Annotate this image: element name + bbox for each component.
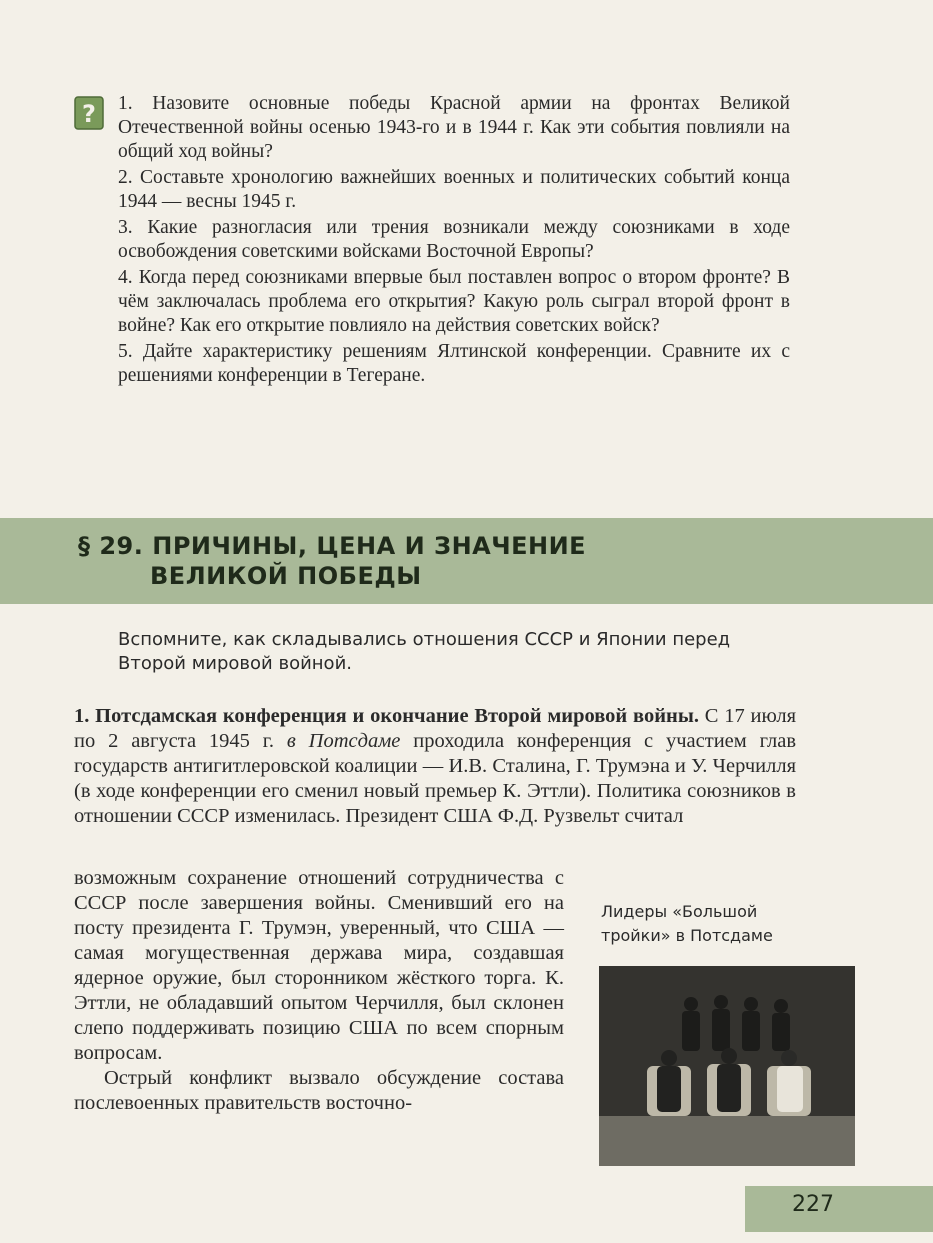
section-title-line2: ВЕЛИКОЙ ПОБЕДЫ [150,562,422,590]
question-2: 2. Составьте хронологию важнейших военных и политических событий конца 1944 — весны 1945 г. [118,167,790,212]
body-column [74,866,564,1116]
question-icon [74,96,104,130]
body-paragraph-2: Острый конфликт вызвало обсуждение состава послевоенных правительств восточно- [74,1067,564,1114]
subsection-heading: 1. Потсдамская конференция и окончание Второй мировой войны. [74,705,699,727]
review-questions [118,92,790,390]
section-title [78,531,586,591]
body-text-b: проходила конференция с участием глав государств антигитлеровской коалиции — И.В. Сталина, Г. Трумэна и У. Черчилля (в ходе конференции его сменил новый премьер К. Эттли). Политика союзников в отношении СССР изменилась. Президент США Ф.Д. Рузвельт считал [74,730,796,827]
svg-text:?: ? [82,100,96,128]
page-number: 227 [792,1192,834,1217]
photo-caption: Лидеры «Большой тройки» в Потсдаме [601,902,773,945]
page-number-band [745,1186,933,1232]
question-5: 5. Дайте характеристику решениям Ялтинской конференции. Сравните их с решениями конференции в Тегеране. [118,341,790,386]
recall-prompt: Вспомните, как складывались отношения СССР и Японии перед Второй мировой войной. [118,629,731,674]
body-paragraph-intro [74,704,796,829]
section-title-line1: § 29. ПРИЧИНЫ, ЦЕНА И ЗНАЧЕНИЕ [78,532,587,560]
body-italic: в Потсдаме [286,730,401,752]
question-1: 1. Назовите основные победы Красной армии на фронтах Великой Отечественной войны осенью 1943-го и в 1944 г. Как эти события повлияли на общий ход войны? [118,93,790,162]
question-3: 3. Какие разногласия или трения возникали между союзниками в ходе освобождения советскими войсками Восточной Европы? [118,217,790,262]
potsdam-photo [599,966,855,1166]
body-paragraph-1: возможным сохранение отношений сотрудничества с СССР после завершения войны. Сменивший его на посту президента Г. Трумэн, уверенный, что США — самая могущественная держава мира, создавшая ядерное оружие, был сторонником жёсткого торга. К. Эттли, не обладавший опытом Черчилля, был склонен слепо поддерживать позицию США по всем спорным вопросам. [74,867,564,1064]
question-4: 4. Когда перед союзниками впервые был поставлен вопрос о втором фронте? В чём заключалась проблема его открытия? Какую роль сыграл второй фронт в войне? Как его открытие повлияло на действия советских войск? [118,267,790,336]
body-text-a: С 17 июля по 2 августа 1945 г. [74,705,796,752]
